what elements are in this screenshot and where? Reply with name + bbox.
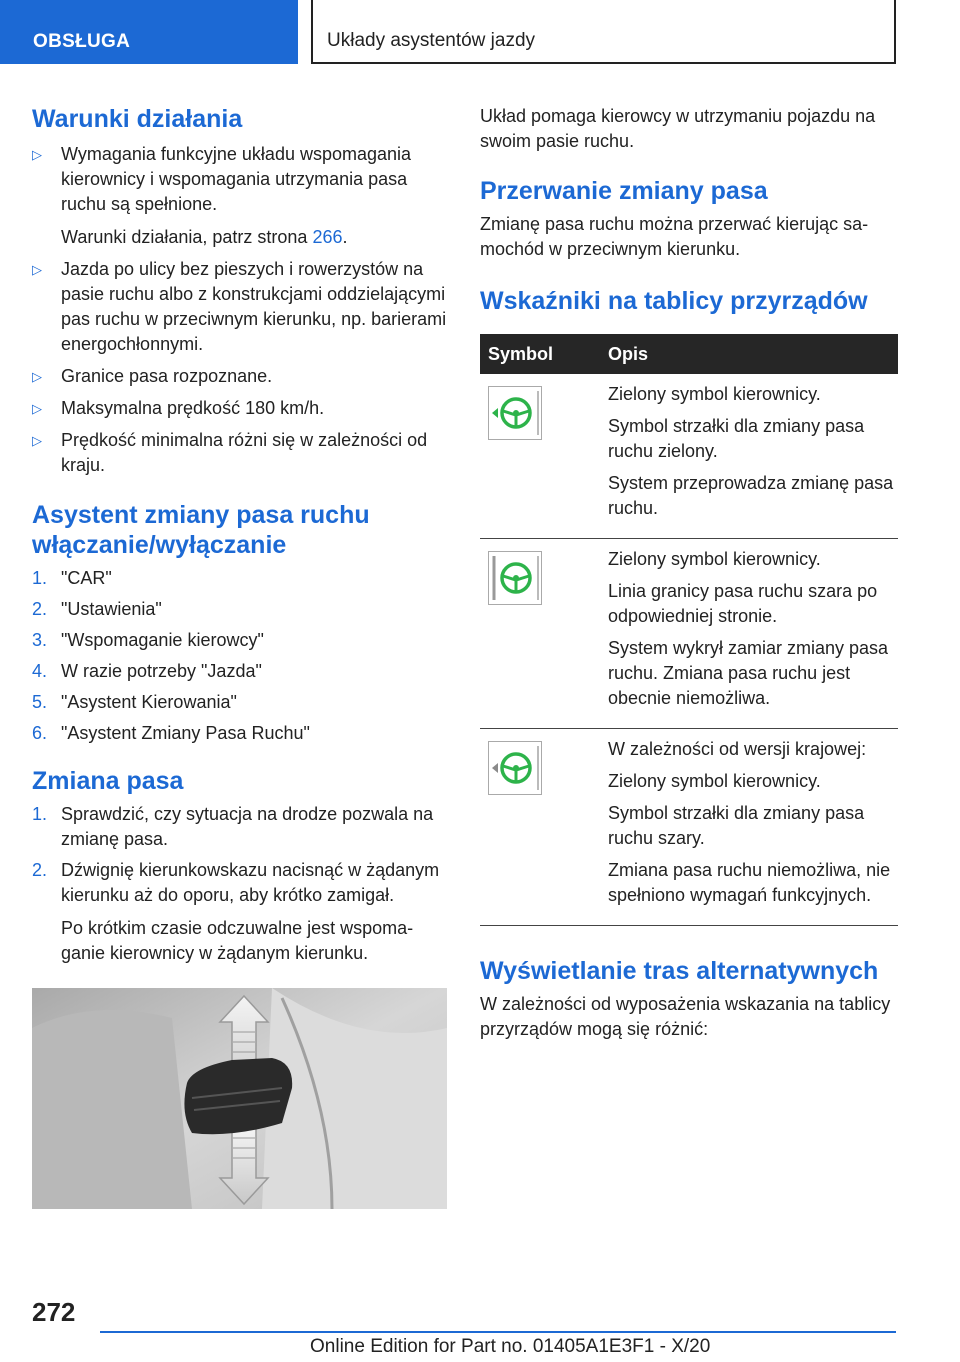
step-item: 2. "Ustawienia" bbox=[32, 599, 162, 619]
trasy-paragraph: W zależności od wyposażenia wskazania na tablicy przyrządów mogą się różnić: bbox=[480, 994, 891, 1039]
list-item: ▷ Maksymalna prędkość 180 km/h. bbox=[32, 396, 450, 421]
list-item: ▷ Wymagania funkcyjne układu wspomagania kierownicy i wspomagania utrzymania pasa ruchu są spełnione. Warunki działania, patrz strona 266. bbox=[32, 142, 450, 250]
green-steering-wheel-gray-lane-icon bbox=[488, 551, 542, 605]
warunki-list bbox=[32, 142, 450, 478]
step-item: 5. "Asystent Kierowania" bbox=[32, 692, 237, 712]
list-item: ▷ Granice pasa rozpoznane. bbox=[32, 364, 450, 389]
step-item: 6. "Asystent Zmiany Pasa Ruchu" bbox=[32, 723, 310, 743]
heading-asystent: Asystent zmiany pasa ruchu włączanie/wyłączanie bbox=[32, 501, 370, 559]
triangle-bullet-icon: ▷ bbox=[32, 433, 42, 448]
triangle-bullet-icon: ▷ bbox=[32, 401, 42, 416]
step-item: 3. "Wspomaganie kierowcy" bbox=[32, 630, 264, 650]
heading-warunki: Warunki działania bbox=[32, 105, 243, 133]
green-steering-wheel-gray-arrow-icon bbox=[488, 741, 542, 795]
green-steering-wheel-arrow-left-icon bbox=[488, 386, 542, 440]
triangle-bullet-icon: ▷ bbox=[32, 369, 42, 384]
list-item: ▷ Jazda po ulicy bez pieszych i rowerzystów na pasie ruchu albo z konstrukcjami oddzielającymi pas ruchu w przeciwnym kierunku, np. barierami energochłonnymi. bbox=[32, 259, 447, 354]
chapter-header bbox=[311, 0, 896, 64]
step-item: 1. Sprawdzić, czy sytuacja na drodze pozwala na zmianę pasa. bbox=[32, 804, 434, 849]
table-header-symbol: Symbol bbox=[480, 334, 608, 374]
heading-przerwanie: Przerwanie zmiany pasa bbox=[480, 177, 768, 205]
chapter-title: Układy asystentów jazdy bbox=[327, 30, 536, 51]
list-item: ▷ Prędkość minimalna różni się w zależności od kraju. bbox=[32, 430, 428, 475]
step-item: 4. W razie potrzeby "Jazda" bbox=[32, 661, 262, 681]
step-item: 1. "CAR" bbox=[32, 568, 112, 588]
zmiana-steps bbox=[32, 802, 450, 966]
turn-signal-lever-image bbox=[32, 988, 447, 1209]
step-item: 2. Dźwignię kierunkowskazu nacisnąć w żądanym kierunku aż do oporu, aby krótko zamigał. Po krótkim czasie odczuwalne jest wspomaganie kierownicy w żądanym kierunku. bbox=[32, 860, 440, 963]
section-title: OBSŁUGA bbox=[33, 31, 131, 52]
reference-line: Warunki działania, patrz strona 266. bbox=[61, 227, 348, 247]
table-row: W zależności od wersji krajowej: Zielony symbol kierownicy. Symbol strzałki dla zmiany pasa ruchu szary. Zmiana pasa ruchu niemożliwa, nie spełniono wymagań funkcyjnych. bbox=[480, 729, 898, 926]
heading-trasy: Wyświetlanie tras alternatywnych bbox=[480, 957, 879, 985]
heading-wskazniki: Wskaźniki na tablicy przyrządów bbox=[480, 287, 868, 315]
right-column bbox=[480, 104, 898, 1042]
asystent-steps bbox=[32, 566, 450, 746]
table-header-opis: Opis bbox=[608, 334, 898, 374]
edition-note: Online Edition for Part no. 01405A1E3F1 - X/20 bbox=[310, 1336, 711, 1357]
page-link[interactable]: 266 bbox=[312, 227, 343, 247]
left-column bbox=[32, 104, 450, 1209]
heading-zmiana: Zmiana pasa bbox=[32, 767, 184, 795]
triangle-bullet-icon: ▷ bbox=[32, 262, 42, 277]
page-number: 272 bbox=[32, 1297, 76, 1327]
triangle-bullet-icon: ▷ bbox=[32, 147, 42, 162]
table-row: Zielony symbol kierownicy. Linia granicy pasa ruchu szara po odpowiedniej stronie. System wykrył zamiar zmiany pasa ruchu. Zmiana pasa ruchu jest obecnie niemożliwa. bbox=[480, 539, 898, 729]
indicator-table bbox=[480, 334, 898, 926]
footer-divider bbox=[100, 1331, 896, 1333]
table-row: Zielony symbol kierownicy. Symbol strzałki dla zmiany pasa ruchu zielony. System przeprowadza zmianę pasa ruchu. bbox=[480, 374, 898, 539]
przerwanie-paragraph: Zmianę pasa ruchu można przerwać kierując samochód w przeciwnym kierunku. bbox=[480, 214, 869, 259]
section-tab bbox=[0, 0, 298, 64]
intro-paragraph: Układ pomaga kierowcy w utrzymaniu pojazdu na swoim pasie ruchu. bbox=[480, 106, 876, 151]
turn-signal-lever-illustration bbox=[32, 988, 447, 1209]
